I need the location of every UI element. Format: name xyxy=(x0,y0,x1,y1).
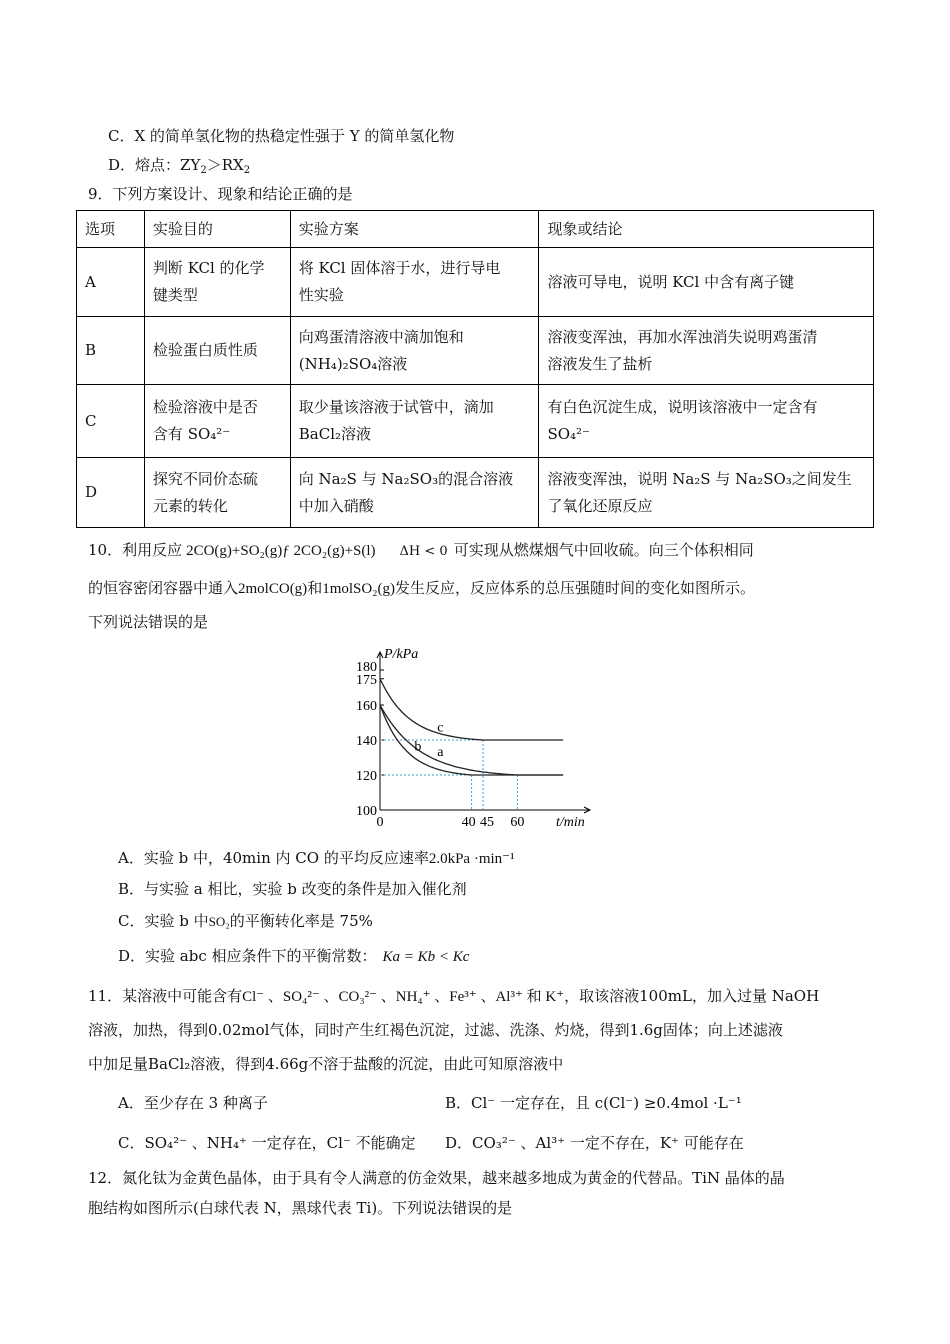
table-row xyxy=(77,458,874,528)
q10-feed-co: 2molCO(g) xyxy=(238,581,308,597)
row-option: C xyxy=(77,385,145,458)
x-tick-label: 0 xyxy=(376,815,384,830)
y-tick-label: 140 xyxy=(356,734,377,749)
y-tick-label: 120 xyxy=(356,769,377,784)
q8-option-c: C．X 的简单氢化物的热稳定性强于 Y 的简单氢化物 xyxy=(108,127,455,145)
curve-label-b: b xyxy=(414,739,422,755)
q10-feed-and: 和 xyxy=(307,579,323,597)
header-goal: 实验目的 xyxy=(144,211,290,248)
row-plan xyxy=(290,385,539,458)
x-axis-label: t/min xyxy=(556,815,585,830)
q12-line-1: 12．氮化钛为金黄色晶体，由于具有令人满意的仿金效果，越来越多地成为黄金的代替品。TiN 晶体的晶 xyxy=(88,1169,785,1187)
row-result xyxy=(539,317,874,385)
pressure-time-chart xyxy=(340,640,610,835)
result-line: 了氧化还原反应 xyxy=(547,496,653,515)
x-tick-label: 60 xyxy=(510,815,525,830)
row-option: B xyxy=(77,317,145,385)
q10-reaction: 2CO(g)+SO₂(g)ƒ 2CO₂(g)+S(l) xyxy=(186,543,376,559)
q10-option-c-post: 的平衡转化率是 75% xyxy=(229,912,373,930)
q8-option-d-pre: D．熔点：ZY xyxy=(108,156,201,174)
goal-line: 含有 SO₄²⁻ xyxy=(152,425,231,443)
q12-line-2: 胞结构如图所示(白球代表 N，黑球代表 Ti)。下列说法错误的是 xyxy=(88,1199,513,1217)
q10-intro: 10．利用反应 xyxy=(88,541,183,559)
result-line: SO₄²⁻ xyxy=(547,425,590,443)
header-option: 选项 xyxy=(77,211,145,248)
q10-enthalpy: ΔH < 0 xyxy=(399,544,448,559)
table-row xyxy=(77,248,874,317)
plan-line: 性实验 xyxy=(298,286,344,304)
q10-intro-tail: 可实现从燃煤烟气中回收硫。向三个体积相同 xyxy=(453,541,754,559)
plan-line: 向 Na₂S 与 Na₂SO₃的混合溶液 xyxy=(298,469,514,488)
plan-line: 将 KCl 固体溶于水，进行导电 xyxy=(298,259,501,277)
q11-intro-tail: ，取该溶液100mL，加入过量 NaOH xyxy=(564,987,820,1005)
row-plan xyxy=(290,248,539,317)
q9-stem: 9．下列方案设计、现象和结论正确的是 xyxy=(88,185,353,203)
q11-option-b: B．Cl⁻ 一定存在，且 c(Cl⁻) ≥0.4mol ·L⁻¹ xyxy=(445,1094,742,1112)
q11-line-1 xyxy=(88,986,819,1007)
row-goal xyxy=(144,317,290,385)
q10-line-2 xyxy=(88,578,755,599)
plan-line: BaCl₂溶液 xyxy=(298,425,372,443)
row-goal xyxy=(144,248,290,317)
row-option: D xyxy=(77,458,145,528)
q11-intro: 11．某溶液中可能含有 xyxy=(88,987,243,1005)
q11-ions: Cl⁻ 、SO₄²⁻ 、CO₃²⁻ 、NH₄⁺ 、Fe³⁺ 、Al³⁺ 和 K⁺ xyxy=(242,989,565,1005)
row-goal xyxy=(144,458,290,528)
y-axis-label: P/kPa xyxy=(384,647,419,662)
goal-line: 探究不同价态硫 xyxy=(152,469,258,488)
row-plan xyxy=(290,317,539,385)
plan-line: 向鸡蛋清溶液中滴加饱和 xyxy=(298,327,464,346)
table-header-row xyxy=(77,211,874,248)
q11-option-d: D．CO₃²⁻ 、Al³⁺ 一定不存在，K⁺ 可能存在 xyxy=(445,1134,744,1152)
q10-option-c-pre: C．实验 b 中 xyxy=(118,912,209,930)
q10-option-d xyxy=(118,946,469,967)
y-tick-label: 160 xyxy=(356,699,377,714)
header-plan: 实验方案 xyxy=(290,211,539,248)
plan-line: 中加入硝酸 xyxy=(298,496,374,515)
row-plan xyxy=(290,458,539,528)
row-option: A xyxy=(77,248,145,317)
header-result: 现象或结论 xyxy=(539,211,874,248)
q9-table xyxy=(76,210,874,528)
q8-option-d: D．熔点：$ZY_2>RX_2$ xyxy=(108,156,251,176)
result-line: 溶液变浑浊，说明 Na₂S 与 Na₂SO₃之间发生 xyxy=(547,469,852,488)
q10-option-d-relation: Ka = Kb < Kc xyxy=(382,949,470,965)
table-row xyxy=(77,317,874,385)
q10-line-1 xyxy=(88,540,754,562)
q11-line-3: 中加足量BaCl₂溶液，得到4.66g不溶于盐酸的沉淀，由此可知原溶液中 xyxy=(88,1055,564,1073)
result-line: 溶液发生了盐析 xyxy=(547,354,653,373)
goal-line: 键类型 xyxy=(152,286,198,304)
q10-option-c xyxy=(118,911,373,932)
result-line: 溶液可导电，说明 KCl 中含有离子键 xyxy=(547,272,795,291)
q10-feed-tail: 发生反应，反应体系的总压强随时间的变化如图所示。 xyxy=(394,579,755,597)
goal-line: 元素的转化 xyxy=(152,496,228,515)
row-result xyxy=(539,385,874,458)
q11-line-2: 溶液，加热，得到0.02mol气体，同时产生红褐色沉淀，过滤、洗涤、灼烧，得到1.6g固体；向上述滤液 xyxy=(88,1021,783,1039)
q10-feed-intro: 的恒容密闭容器中通入 xyxy=(88,579,239,597)
x-tick-label: 40 xyxy=(461,815,476,830)
plan-line: (NH₄)₂SO₄溶液 xyxy=(298,354,408,373)
table-row xyxy=(77,385,874,458)
y-tick-label: 175 xyxy=(356,672,377,688)
q10-option-c-so2: SO₂ xyxy=(208,914,230,929)
result-line: 有白色沉淀生成，说明该溶液中一定含有 xyxy=(547,398,818,416)
goal-line: 检验溶液中是否 xyxy=(152,398,258,416)
x-tick-label: 45 xyxy=(480,815,495,830)
q10-option-a xyxy=(118,848,515,869)
plan-line: 取少量该溶液于试管中，滴加 xyxy=(298,398,494,416)
q10-option-d-pre: D．实验 abc 相应条件下的平衡常数： xyxy=(118,947,377,965)
result-line: 溶液变浑浊，再加水浑浊消失说明鸡蛋清 xyxy=(547,327,818,346)
q11-option-c: C．SO₄²⁻ 、NH₄⁺ 一定存在，Cl⁻ 不能确定 xyxy=(118,1134,416,1152)
y-tick-label: 100 xyxy=(356,804,377,819)
series-c xyxy=(380,679,563,740)
q10-option-b: B．与实验 a 相比，实验 b 改变的条件是加入催化剂 xyxy=(118,880,467,898)
row-goal xyxy=(144,385,290,458)
curve-label-a: a xyxy=(437,744,444,760)
row-result xyxy=(539,248,874,317)
q10-line-3: 下列说法错误的是 xyxy=(88,613,209,631)
goal-line: 检验蛋白质性质 xyxy=(152,341,258,359)
row-result xyxy=(539,458,874,528)
curve-label-c: c xyxy=(437,720,444,736)
q8-option-d-mid: ＞RX xyxy=(206,156,244,174)
goal-line: 判断 KCl 的化学 xyxy=(152,259,265,277)
y-tick-label: 180 xyxy=(356,660,377,675)
q10-option-a-text: A．实验 b 中，40min 内 CO 的平均反应速率 xyxy=(118,849,429,867)
q10-option-a-value: 2.0kPa ·min⁻¹ xyxy=(428,851,515,867)
q11-option-a: A．至少存在 3 种离子 xyxy=(118,1094,268,1112)
q10-feed-so2: 1molSO₂(g) xyxy=(322,581,395,597)
